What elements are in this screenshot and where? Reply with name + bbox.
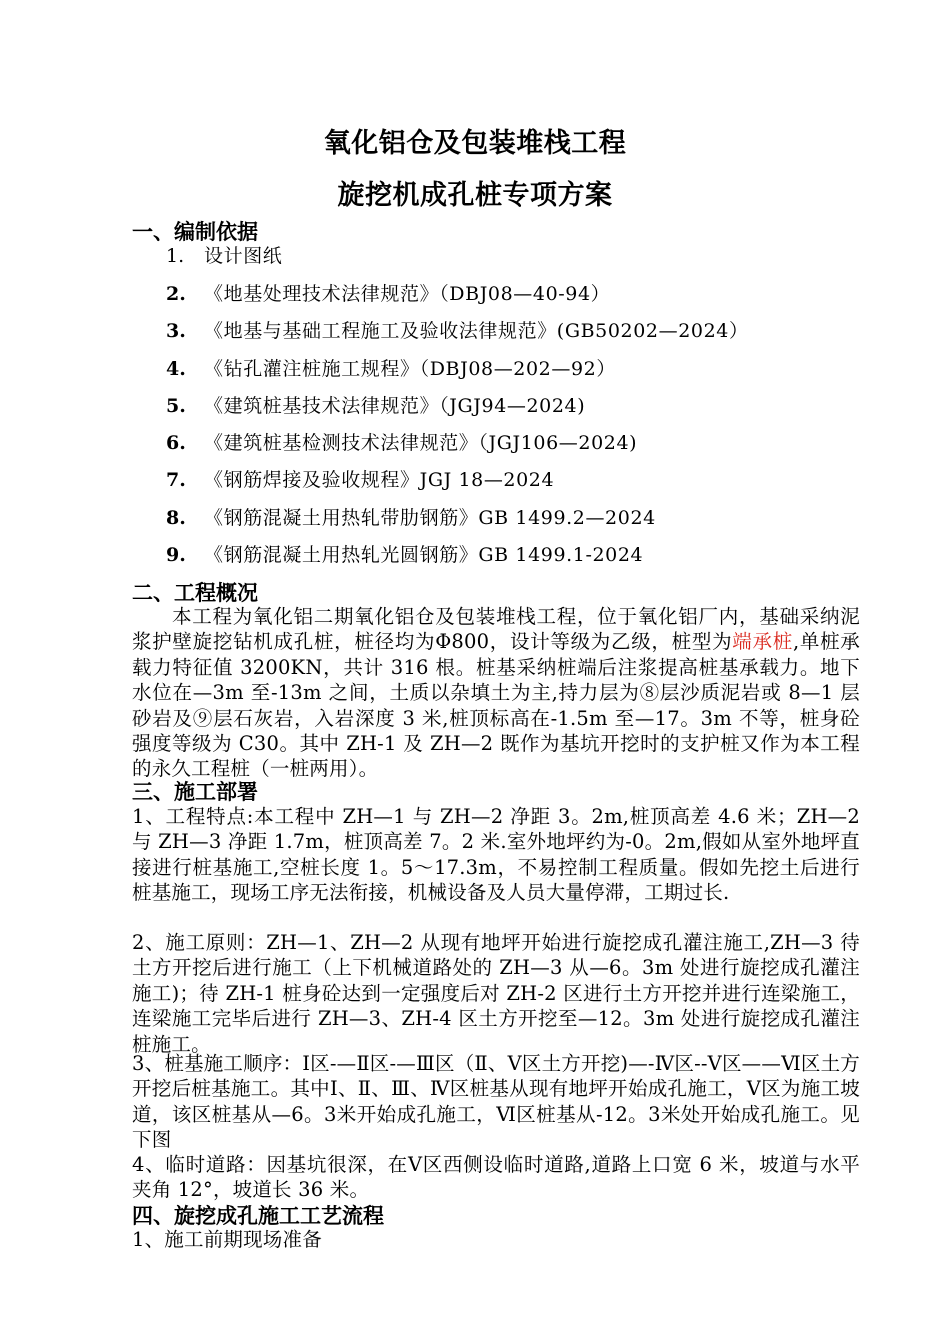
document-title-line-1: 氧化铝仓及包装堆栈工程 xyxy=(323,128,627,159)
reference-item-9 xyxy=(166,542,643,568)
section-4-heading: 四、旋挖成孔施工工艺流程 xyxy=(132,1203,384,1228)
overview-highlight-term: 端承桩 xyxy=(732,630,793,654)
reference-number: 9. xyxy=(166,544,186,566)
deployment-paragraph-2: 2、施工原则：ZH—1、ZH—2 从现有地坪开始进行旋挖成孔灌注施工,ZH—3 待土方开挖后进行施工（上下机械道路处的 ZH—3 从—6。3m 处进行旋挖成孔灌注施工)；待 ZH-1 桩身砼达到一定强度后对 ZH-2 区进行土方开挖并进行连梁施工，连梁施工完毕后进行 ZH—3、ZH-4 区土方开挖至—12。3m 处进行旋挖成孔灌注桩施工。 xyxy=(132,931,860,1056)
reference-number: 8. xyxy=(166,507,186,529)
reference-item-5 xyxy=(166,393,585,419)
reference-text: 《地基与基础工程施工及验收法律规范》(GB50202—2024） xyxy=(204,320,749,342)
reference-text: 《钢筋混凝土用热轧带肋钢筋》GB 1499.2—2024 xyxy=(204,507,656,529)
reference-item-6 xyxy=(166,430,637,456)
reference-item-8 xyxy=(166,505,656,531)
process-paragraph-1: 1、施工前期现场准备 xyxy=(132,1228,322,1251)
overview-text-part-2: ,单桩承载力特征值 3200KN，共计 316 根。桩基采纳桩端后注浆提高桩基承载力。地下水位在—3m 至-13m 之间，土质以杂填土为主,持力层为⑧层沙质泥岩或 8—1 层砂岩及⑨层石灰岩，入岩深度 3 米,桩顶标高在-1.5m 至—17。3m 不等，桩身砼强度等级为 C30。其中 ZH-1 及 ZH—2 既作为基坑开挖时的支护桩又作为本工程的永久工程桩（一桩两用）。 xyxy=(132,630,860,781)
reference-text: 《建筑桩基检测技术法律规范》（JGJ106—2024) xyxy=(204,432,638,454)
reference-number: 5. xyxy=(166,395,186,417)
reference-item-2 xyxy=(166,281,610,307)
document-title-line-2: 旋挖机成孔桩专项方案 xyxy=(337,180,613,211)
reference-text: 《钻孔灌注桩施工规程》（DBJ08—202—92） xyxy=(204,358,616,380)
reference-text: 《钢筋焊接及验收规程》JGJ 18—2024 xyxy=(204,469,555,491)
section-1-heading: 一、编制依据 xyxy=(132,219,258,244)
section-3-heading: 三、施工部署 xyxy=(132,779,258,804)
reference-item-1 xyxy=(166,243,282,269)
deployment-paragraph-1: 1、工程特点:本工程中 ZH—1 与 ZH—2 净距 3。2m,桩顶高差 4.6 米；ZH—2 与 ZH—3 净距 1.7m，桩顶高差 7。2 米.室外地坪约为-0。2m,假如从室外地坪直接进行桩基施工,空桩长度 1。5～17.3m，不易控制工程质量。假如先挖土后进行桩基施工，现场工序无法衔接，机械设备及人员大量停滞，工期过长. xyxy=(132,805,860,905)
reference-text: 《钢筋混凝土用热轧光圆钢筋》GB 1499.1-2024 xyxy=(204,544,644,566)
reference-number: 6. xyxy=(166,432,186,454)
reference-item-7 xyxy=(166,467,554,493)
reference-text: 《地基处理技术法律规范》（DBJ08—40-94） xyxy=(204,283,611,305)
reference-item-3 xyxy=(166,318,749,344)
reference-number: 4. xyxy=(166,358,186,380)
reference-text: 设计图纸 xyxy=(204,245,283,267)
reference-item-4 xyxy=(166,356,616,382)
section-2-heading: 二、工程概况 xyxy=(132,580,258,605)
reference-number: 2. xyxy=(166,283,186,305)
deployment-paragraph-4: 4、临时道路：因基坑很深，在Ⅴ区西侧设临时道路,道路上口宽 6 米，坡道与水平夹角 12°，坡道长 36 米。 xyxy=(132,1153,860,1202)
project-overview-paragraph xyxy=(132,604,860,782)
deployment-paragraph-3: 3、桩基施工顺序：Ⅰ区-—Ⅱ区-—Ⅲ区（Ⅱ、Ⅴ区土方开挖)—-Ⅳ区--Ⅴ区——Ⅵ区土方开挖后桩基施工。其中Ⅰ、Ⅱ、Ⅲ、Ⅳ区桩基从现有地坪开始成孔施工，Ⅴ区为施工坡道，该区桩基从—6。3米开始成孔施工，Ⅵ区桩基从-12。3米处开始成孔施工。见下图 xyxy=(132,1052,860,1152)
reference-number: 1. xyxy=(166,245,185,267)
reference-number: 3. xyxy=(166,320,186,342)
reference-number: 7. xyxy=(166,469,186,491)
reference-text: 《建筑桩基技术法律规范》（JGJ94—2024) xyxy=(204,395,586,417)
overview-text-part-1: 本工程为氧化铝二期氧化铝仓及包装堆栈工程，位于氧化铝厂内，基础采纳泥浆护壁旋挖钻机成孔桩，桩径均为Φ800，设计等级为乙级，桩型为 xyxy=(132,605,860,654)
